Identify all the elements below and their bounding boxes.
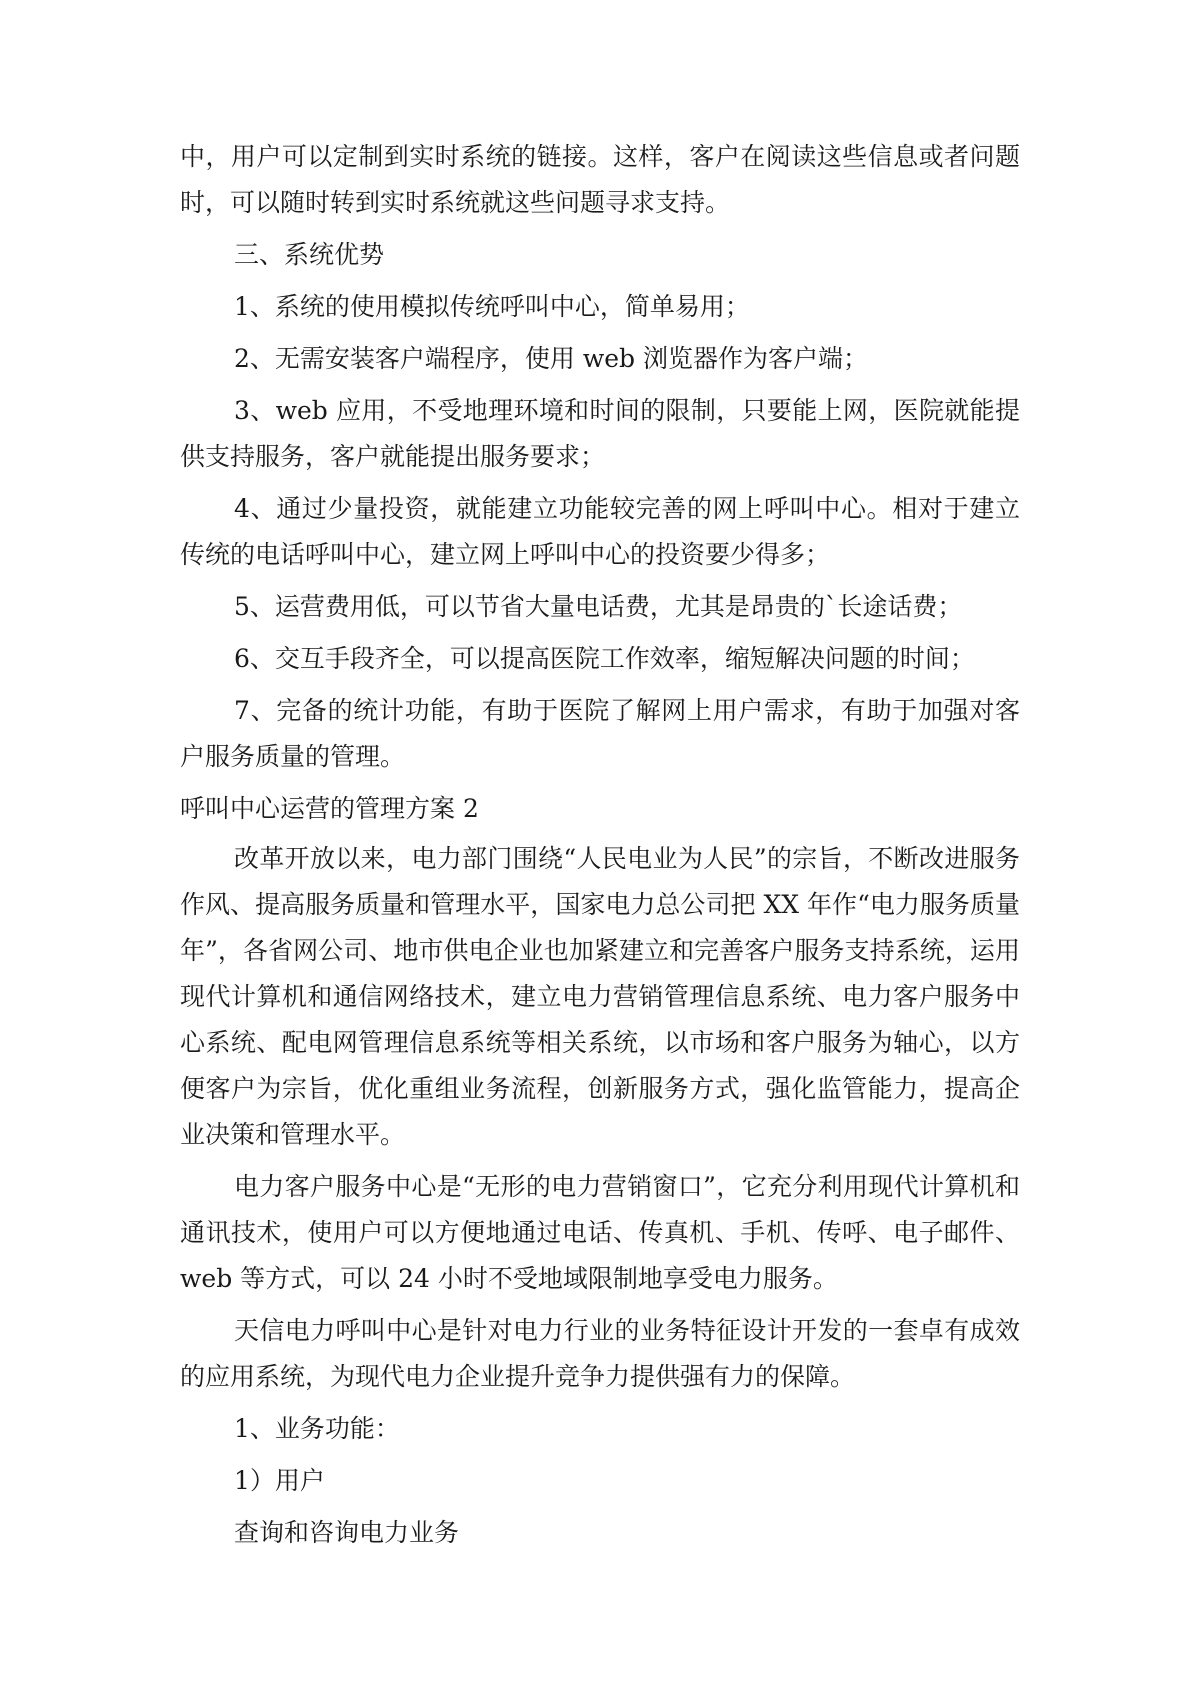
text-query-consult: 查询和咨询电力业务 bbox=[234, 1518, 460, 1547]
subheading-business-functions: 1、业务功能： bbox=[234, 1414, 400, 1443]
body-paragraph-reform: 改革开放以来，电力部门围绕“人民电业为人民”的宗旨，不断改进服务作风、提高服务质量和管理水平，国家电力总公司把 XX 年作“电力服务质量年”，各省网公司、地市供电企业也加紧建立和完善客户服务支持系统，运用现代计算机和通信网络技术，建立电力营销管理信息系统、电力客户服务中心系统、配电网管理信息系统等相关系统，以市场和客户服务为轴心，以方便客户为宗旨，优化重组业务流程，创新服务方式，强化监管能力，提高企业决策和管理水平。 bbox=[180, 844, 1020, 1149]
section-heading-system-advantages: 三、系统优势 bbox=[234, 240, 385, 269]
list-item-4: 4、通过少量投资，就能建立功能较完善的网上呼叫中心。相对于建立传统的电话呼叫中心，建立网上呼叫中心的投资要少得多； bbox=[180, 494, 1020, 569]
body-paragraph-tianxin: 天信电力呼叫中心是针对电力行业的业务特征设计开发的一套卓有成效的应用系统，为现代电力企业提升竞争力提供强有力的保障。 bbox=[180, 1316, 1020, 1391]
document-body bbox=[180, 134, 1020, 1562]
document-section-title: 呼叫中心运营的管理方案 2 bbox=[180, 794, 479, 823]
list-item-5: 5、运营费用低，可以节省大量电话费，尤其是昂贵的`长途话费； bbox=[234, 592, 963, 621]
paragraph-continuation: 中，用户可以定制到实时系统的链接。这样，客户在阅读这些信息或者问题时，可以随时转到实时系统就这些问题寻求支持。 bbox=[180, 142, 1020, 217]
list-item-6: 6、交互手段齐全，可以提高医院工作效率，缩短解决问题的时间； bbox=[234, 644, 975, 673]
subheading-user: 1）用户 bbox=[234, 1466, 325, 1495]
list-item-1: 1、系统的使用模拟传统呼叫中心，简单易用； bbox=[234, 292, 750, 321]
list-item-7: 7、完备的统计功能，有助于医院了解网上用户需求，有助于加强对客户服务质量的管理。 bbox=[180, 696, 1020, 771]
body-paragraph-service-center: 电力客户服务中心是“无形的电力营销窗口”，它充分利用现代计算机和通讯技术，使用户可以方便地通过电话、传真机、手机、传呼、电子邮件、web 等方式，可以 24 小时不受地域限制地享受电力服务。 bbox=[180, 1172, 1020, 1293]
list-item-2: 2、无需安装客户端程序，使用 web 浏览器作为客户端； bbox=[234, 344, 868, 373]
list-item-3: 3、web 应用，不受地理环境和时间的限制，只要能上网，医院就能提供支持服务，客户就能提出服务要求； bbox=[180, 396, 1020, 471]
